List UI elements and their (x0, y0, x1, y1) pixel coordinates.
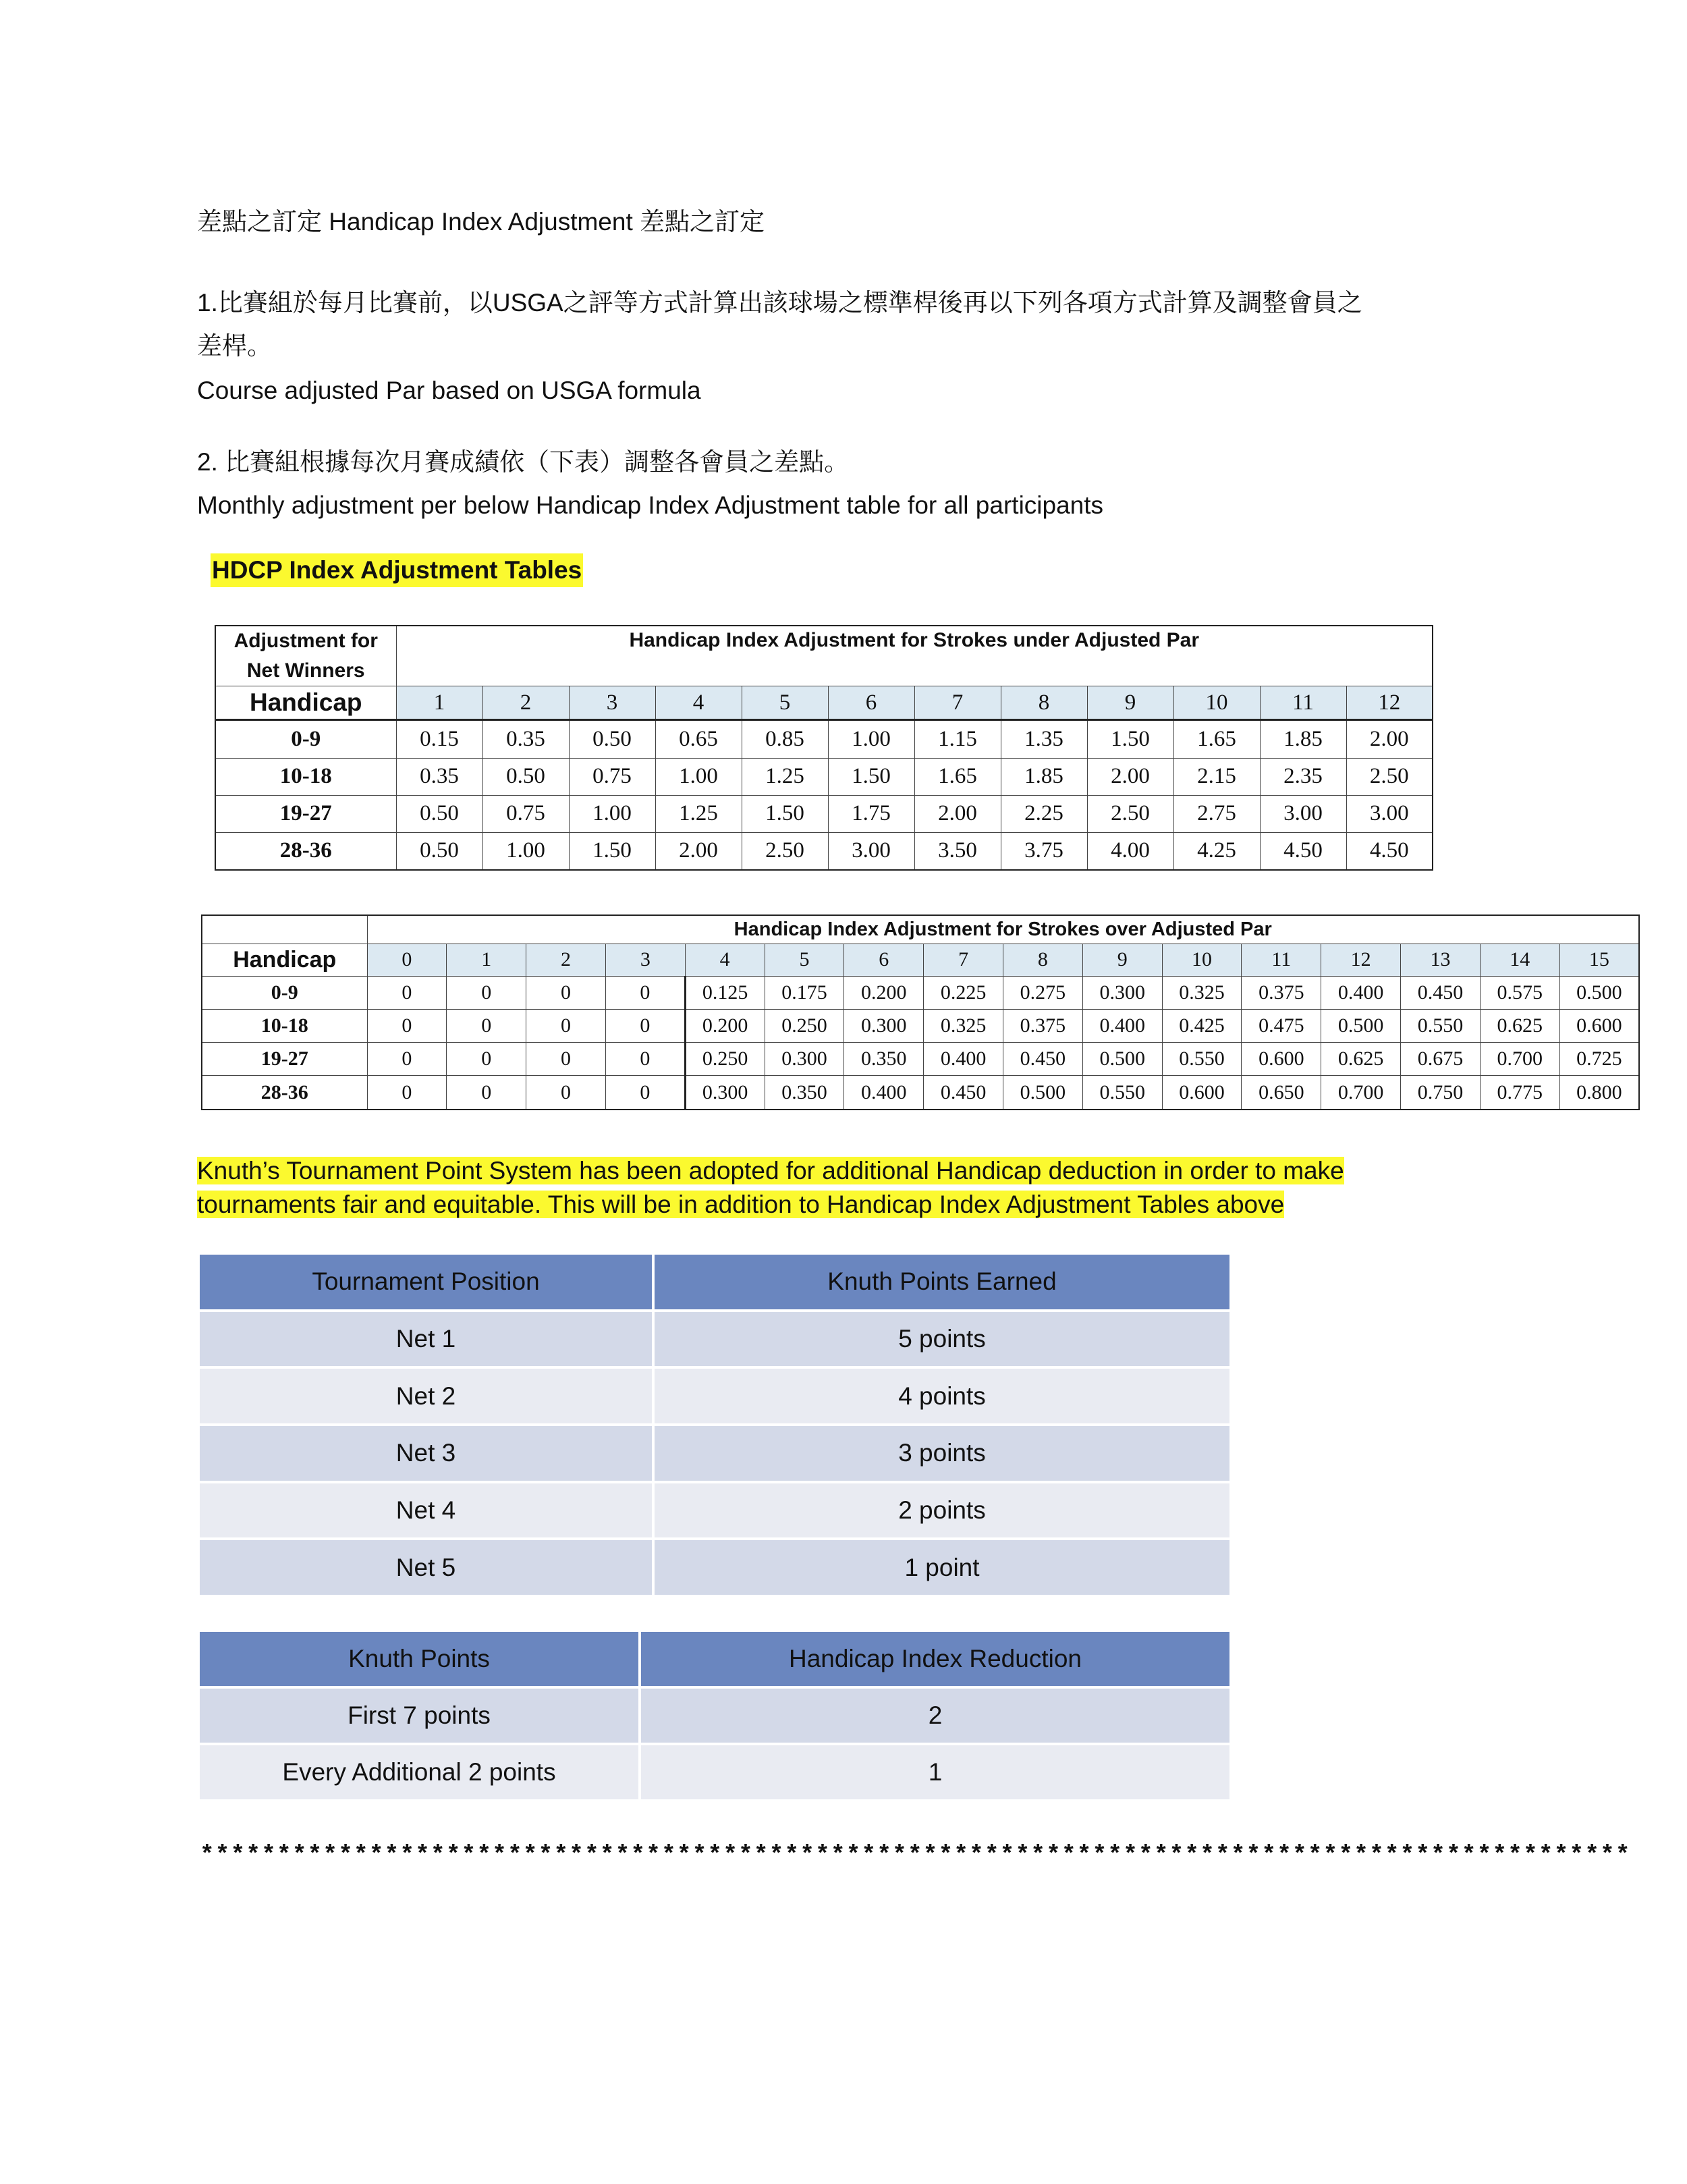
table-cell: 0.175 (765, 976, 844, 1009)
item1-english: Course adjusted Par based on USGA formula (197, 377, 701, 404)
table-cell: 0.85 (742, 720, 828, 759)
table-row (198, 1539, 1231, 1596)
table-cell: 0.650 (1242, 1076, 1321, 1110)
table-cell: 0.15 (396, 720, 482, 759)
table-cell: 4 points (653, 1367, 1231, 1425)
corner-label-line1: Adjustment for (233, 630, 378, 652)
table-title: Handicap Index Adjustment for Strokes under Adjusted Par (396, 626, 1433, 686)
table-cell: 0.350 (844, 1043, 924, 1076)
column-header: 0 (367, 944, 447, 976)
table-cell: 1.85 (1001, 758, 1087, 795)
table-cell: 0.350 (765, 1076, 844, 1110)
table-title: Handicap Index Adjustment for Strokes over Adjusted Par (367, 915, 1639, 944)
table-cell: 4.50 (1260, 832, 1346, 870)
table-column-header-row (215, 686, 1433, 720)
table-cell: 0.325 (1162, 976, 1242, 1009)
table-cell: Every Additional 2 points (198, 1744, 640, 1801)
table-cell: 2 points (653, 1482, 1231, 1539)
table-cell: 4.50 (1346, 832, 1433, 870)
table-header-row (198, 1631, 1231, 1687)
column-header: 11 (1242, 944, 1321, 976)
table-cell: 1.65 (914, 758, 1001, 795)
row-handicap: 0-9 (215, 720, 396, 759)
table-cell: 0.625 (1480, 1009, 1559, 1042)
table-cell: 1.25 (655, 795, 742, 832)
table-cell: 2.35 (1260, 758, 1346, 795)
row-handicap: 28-36 (202, 1076, 367, 1110)
table-cell: 0.125 (685, 976, 765, 1009)
table-cell: 1.50 (569, 832, 655, 870)
column-header: 4 (655, 686, 742, 720)
column-header: 15 (1559, 944, 1639, 976)
table-cell: 3.75 (1001, 832, 1087, 870)
table-cell: 3.50 (914, 832, 1001, 870)
section-heading: HDCP Index Adjustment Tables (211, 553, 583, 587)
table-cell: 0.600 (1242, 1043, 1321, 1076)
knuth-points-table (197, 1252, 1232, 1598)
table-cell: 0.50 (396, 832, 482, 870)
table-cell: 2.00 (1346, 720, 1433, 759)
table-row (198, 1687, 1231, 1744)
table-cell: 0.500 (1082, 1043, 1162, 1076)
table-cell: 0 (605, 1009, 685, 1042)
table-column-header-row (202, 944, 1639, 976)
table-cell: 0.575 (1480, 976, 1559, 1009)
table-cell: 3.00 (1346, 795, 1433, 832)
table-cell: 0.50 (569, 720, 655, 759)
column-header: 12 (1346, 686, 1433, 720)
table-cell: 0 (526, 1009, 606, 1042)
table-cell: 1.75 (828, 795, 914, 832)
table-cell: 0 (447, 976, 526, 1009)
table-cell: 0.400 (1082, 1009, 1162, 1042)
table-cell: 2.75 (1173, 795, 1260, 832)
table-cell: 1 point (653, 1539, 1231, 1596)
table-cell: 4.25 (1173, 832, 1260, 870)
table-cell: 0.400 (924, 1043, 1003, 1076)
column-header: 11 (1260, 686, 1346, 720)
table-cell: 0.475 (1242, 1009, 1321, 1042)
table-cell: 5 points (653, 1311, 1231, 1368)
column-header: 14 (1480, 944, 1559, 976)
table-cell: 2.00 (1087, 758, 1173, 795)
column-header: 5 (765, 944, 844, 976)
column-header: Handicap Index Reduction (640, 1631, 1231, 1687)
row-handicap: 0-9 (202, 976, 367, 1009)
column-header: 8 (1003, 944, 1083, 976)
table-cell: 0.625 (1321, 1043, 1401, 1076)
column-header: 10 (1162, 944, 1242, 976)
table-cell: 2.00 (914, 795, 1001, 832)
table-cell: 0.700 (1480, 1043, 1559, 1076)
column-header: 5 (742, 686, 828, 720)
table-cell: Net 3 (198, 1425, 653, 1482)
table-cell: Net 5 (198, 1539, 653, 1596)
table-cell: 2.15 (1173, 758, 1260, 795)
table-cell: 0.275 (1003, 976, 1083, 1009)
row-header-label: Handicap (202, 944, 367, 976)
table-cell: 0 (526, 1076, 606, 1110)
table-cell: 3.00 (828, 832, 914, 870)
table-cell: 0.400 (1321, 976, 1401, 1009)
table-cell: 0.500 (1559, 976, 1639, 1009)
table-row (215, 758, 1433, 795)
table-cell: 2.50 (1087, 795, 1173, 832)
item1-chinese-line2: 差桿。 (197, 332, 272, 360)
column-header: 8 (1001, 686, 1087, 720)
table-cell: 0.35 (482, 720, 569, 759)
table-cell: 0.600 (1559, 1009, 1639, 1042)
table-cell: 0 (367, 1043, 447, 1076)
table-cell: 0.50 (396, 795, 482, 832)
table-cell: 0.75 (569, 758, 655, 795)
table-cell: 1 (640, 1744, 1231, 1801)
table-cell: 0.450 (924, 1076, 1003, 1110)
table-strokes-under-par (215, 625, 1433, 871)
table-cell: 0.775 (1480, 1076, 1559, 1110)
table-cell: 0.500 (1321, 1009, 1401, 1042)
row-handicap: 19-27 (202, 1043, 367, 1076)
row-handicap: 28-36 (215, 832, 396, 870)
table-cell: 2.25 (1001, 795, 1087, 832)
table-cell: 2 (640, 1687, 1231, 1744)
table-cell: 0 (605, 1076, 685, 1110)
column-header: Knuth Points (198, 1631, 640, 1687)
knuth-note-line2-text: tournaments fair and equitable. This will be in addition to Handicap Index Adjustment Tables above (197, 1191, 1285, 1218)
table-cell: 0 (367, 1009, 447, 1042)
table-cell: 0.300 (765, 1043, 844, 1076)
row-handicap: 19-27 (215, 795, 396, 832)
table-row (215, 832, 1433, 870)
table-cell: 0.725 (1559, 1043, 1639, 1076)
table-cell: 0.75 (482, 795, 569, 832)
table-cell: 0.225 (924, 976, 1003, 1009)
table-header-row (198, 1253, 1231, 1311)
handicap-reduction-table (197, 1629, 1232, 1802)
table-cell: 2.00 (655, 832, 742, 870)
column-header: 9 (1082, 944, 1162, 976)
column-header: 2 (526, 944, 606, 976)
table-cell: 0.450 (1003, 1043, 1083, 1076)
table-cell: 2.50 (1346, 758, 1433, 795)
row-handicap: 10-18 (215, 758, 396, 795)
table-cell: 0.800 (1559, 1076, 1639, 1110)
knuth-note-line1-text: Knuth’s Tournament Point System has been adopted for additional Handicap deduction in order to make (197, 1157, 1344, 1184)
table-cell: 0.700 (1321, 1076, 1401, 1110)
table-cell: 0 (526, 1043, 606, 1076)
table-cell: 1.50 (828, 758, 914, 795)
column-header: 13 (1401, 944, 1481, 976)
table-cell: 1.00 (655, 758, 742, 795)
table-cell: 0.450 (1401, 976, 1481, 1009)
table-row (198, 1311, 1231, 1368)
item1-chinese-line1: 1.比賽組於每月比賽前，以USGA之評等方式計算出該球場之標準桿後再以下列各項方式計算及調整會員之 (197, 289, 1362, 317)
column-header: 1 (447, 944, 526, 976)
table-cell: 0 (367, 1076, 447, 1110)
corner-label-line2: Net Winners (246, 659, 365, 682)
table-cell: 0 (367, 976, 447, 1009)
item2-english: Monthly adjustment per below Handicap Index Adjustment table for all participants (197, 491, 1104, 519)
table-cell: 0 (526, 976, 606, 1009)
table-cell: 0.300 (844, 1009, 924, 1042)
table-cell: 1.00 (482, 832, 569, 870)
table-row (198, 1367, 1231, 1425)
table-cell: 0.550 (1162, 1043, 1242, 1076)
table-cell: Net 1 (198, 1311, 653, 1368)
table-row (198, 1482, 1231, 1539)
table-cell: 0.325 (924, 1009, 1003, 1042)
table-cell: 0.300 (685, 1076, 765, 1110)
knuth-note-line2 (197, 1188, 1284, 1222)
row-header-label: Handicap (215, 686, 396, 720)
column-header: 4 (685, 944, 765, 976)
table-cell: 0.750 (1401, 1076, 1481, 1110)
asterisk-divider: ********************************************************************************************* (200, 1841, 1631, 1869)
table-cell: Net 4 (198, 1482, 653, 1539)
table-cell: 0.35 (396, 758, 482, 795)
table-cell: 0.375 (1242, 976, 1321, 1009)
table-cell: 0.300 (1082, 976, 1162, 1009)
column-header: Knuth Points Earned (653, 1253, 1231, 1311)
table-cell: 0.250 (685, 1043, 765, 1076)
table-cell: 1.50 (742, 795, 828, 832)
column-header: 12 (1321, 944, 1401, 976)
table-cell: 1.00 (828, 720, 914, 759)
table-cell: 0.550 (1401, 1009, 1481, 1042)
table-cell: 1.50 (1087, 720, 1173, 759)
table-cell: 1.85 (1260, 720, 1346, 759)
table-cell: 0 (447, 1009, 526, 1042)
table-cell: 1.15 (914, 720, 1001, 759)
column-header: 9 (1087, 686, 1173, 720)
row-handicap: 10-18 (202, 1009, 367, 1042)
table-corner-label (215, 626, 396, 686)
table-cell: 0.425 (1162, 1009, 1242, 1042)
table-cell: 0.65 (655, 720, 742, 759)
table-cell: 3.00 (1260, 795, 1346, 832)
table-row (202, 976, 1639, 1009)
table-row (198, 1744, 1231, 1801)
table-row (202, 1043, 1639, 1076)
table-cell: Net 2 (198, 1367, 653, 1425)
knuth-note-line1 (197, 1154, 1344, 1188)
table-cell: 0.400 (844, 1076, 924, 1110)
table-cell: 0.500 (1003, 1076, 1083, 1110)
column-header: 7 (924, 944, 1003, 976)
table-strokes-over-par (201, 914, 1640, 1110)
column-header: 10 (1173, 686, 1260, 720)
table-cell: 0.550 (1082, 1076, 1162, 1110)
table-cell: 0 (447, 1043, 526, 1076)
table-cell: 0 (605, 1043, 685, 1076)
table-cell: 0.200 (844, 976, 924, 1009)
column-header: 6 (828, 686, 914, 720)
column-header: 6 (844, 944, 924, 976)
column-header: 1 (396, 686, 482, 720)
table-cell: 0.200 (685, 1009, 765, 1042)
table-cell: 1.65 (1173, 720, 1260, 759)
table-cell: 2.50 (742, 832, 828, 870)
item2-chinese: 2. 比賽組根據每次月賽成績依（下表）調整各會員之差點。 (197, 448, 850, 476)
table-cell: 0.50 (482, 758, 569, 795)
column-header: 7 (914, 686, 1001, 720)
table-cell: 0.375 (1003, 1009, 1083, 1042)
table-cell: 0.600 (1162, 1076, 1242, 1110)
table-cell: 1.25 (742, 758, 828, 795)
table-row (215, 795, 1433, 832)
table-cell: 4.00 (1087, 832, 1173, 870)
column-header: 3 (605, 944, 685, 976)
table-row (202, 1009, 1639, 1042)
table-cell: 3 points (653, 1425, 1231, 1482)
column-header: Tournament Position (198, 1253, 653, 1311)
table-cell: 0 (605, 976, 685, 1009)
page-title: 差點之訂定 Handicap Index Adjustment 差點之訂定 (197, 208, 765, 236)
table-row (215, 720, 1433, 759)
table-row (198, 1425, 1231, 1482)
table-cell: 0 (447, 1076, 526, 1110)
table-cell: First 7 points (198, 1687, 640, 1744)
column-header: 2 (482, 686, 569, 720)
table-cell: 0.250 (765, 1009, 844, 1042)
table-cell: 0.675 (1401, 1043, 1481, 1076)
table-row (202, 1076, 1639, 1110)
table-cell: 1.00 (569, 795, 655, 832)
table-cell: 1.35 (1001, 720, 1087, 759)
column-header: 3 (569, 686, 655, 720)
